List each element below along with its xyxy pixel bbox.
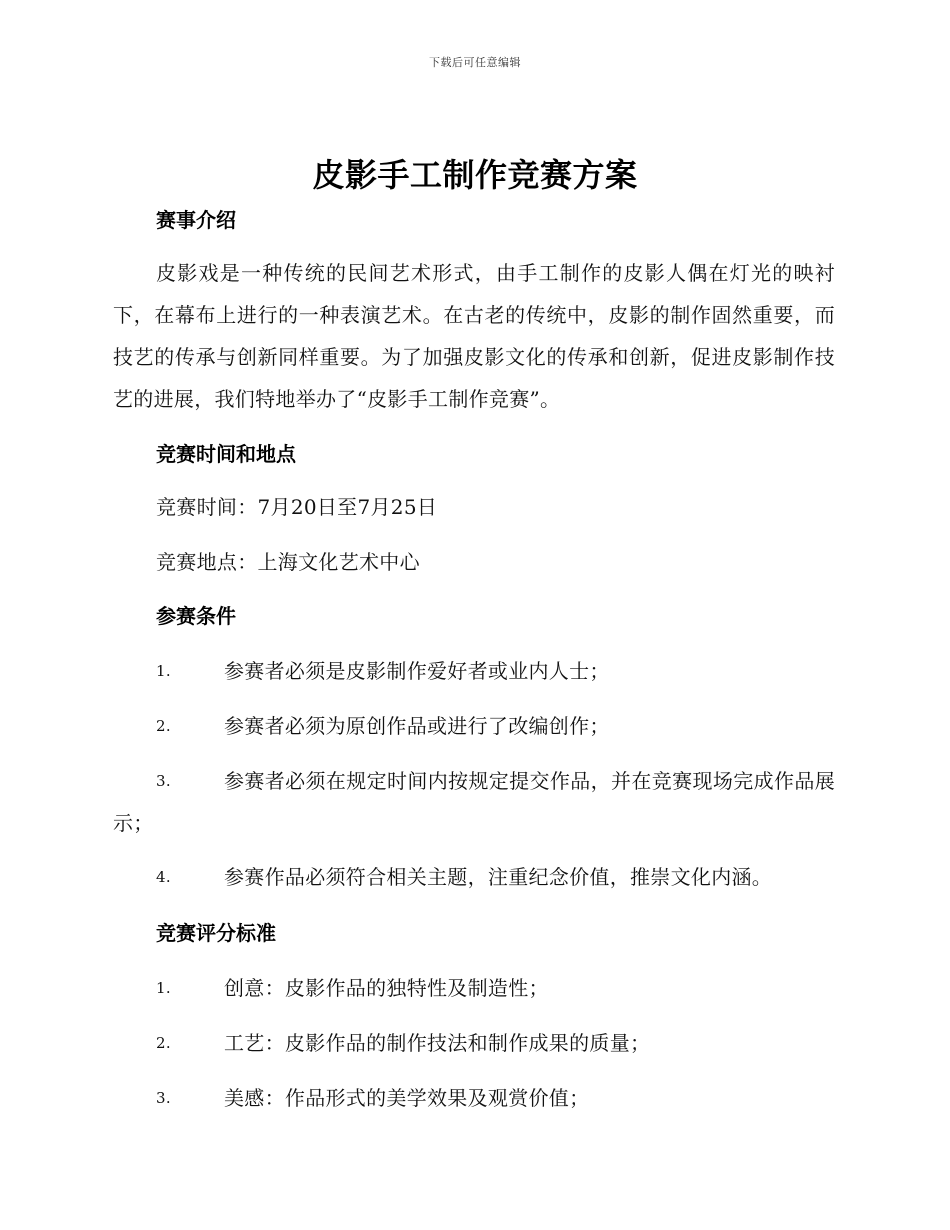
section-heading-intro: 赛事介绍 <box>156 208 236 232</box>
list-text: 参赛者必须在规定时间内按规定提交作品，并在竞赛现场完成作品展示； <box>113 769 835 835</box>
list-text: 参赛作品必须符合相关主题，注重纪念价值，推崇文化内涵。 <box>224 865 773 889</box>
list-text: 工艺：皮影作品的制作技法和制作成果的质量； <box>224 1031 651 1055</box>
condition-item <box>113 644 835 699</box>
document-title: 皮影手工制作竞赛方案 <box>312 156 638 194</box>
criteria-item <box>113 1016 835 1071</box>
condition-item <box>113 850 835 905</box>
competition-place: 竞赛地点：上海文化艺术中心 <box>156 550 420 574</box>
section-heading-time-place: 竞赛时间和地点 <box>156 442 296 466</box>
list-number: 3. <box>156 772 171 790</box>
list-text: 创意：皮影作品的独特性及制造性； <box>224 976 549 1000</box>
condition-item <box>113 754 835 850</box>
list-number: 1. <box>156 662 171 680</box>
list-number: 1. <box>156 979 171 997</box>
list-number: 2. <box>156 717 171 735</box>
list-number: 4. <box>156 868 171 886</box>
list-text: 美感：作品形式的美学效果及观赏价值； <box>224 1086 590 1110</box>
criteria-item <box>113 1071 835 1126</box>
list-text: 参赛者必须是皮影制作爱好者或业内人士； <box>224 659 610 683</box>
document-body <box>113 202 835 1126</box>
list-number: 2. <box>156 1034 171 1052</box>
section-heading-conditions: 参赛条件 <box>156 604 236 628</box>
section-heading-criteria: 竞赛评分标准 <box>156 921 276 945</box>
criteria-item <box>113 961 835 1016</box>
condition-item <box>113 699 835 754</box>
intro-paragraph: 皮影戏是一种传统的民间艺术形式，由手工制作的皮影人偶在灯光的映衬下，在幕布上进行的一种表演艺术。在古老的传统中，皮影的制作固然重要，而技艺的传承与创新同样重要。为了加强皮影文化的传承和创新，促进皮影制作技艺的进展，我们特地举办了“皮影手工制作竞赛”。 <box>113 261 835 411</box>
list-number: 3. <box>156 1089 171 1107</box>
list-text: 参赛者必须为原创作品或进行了改编创作； <box>224 714 610 738</box>
header-note: 下载后可任意编辑 <box>429 56 521 69</box>
competition-time: 竞赛时间：7月20日至7月25日 <box>156 495 438 519</box>
